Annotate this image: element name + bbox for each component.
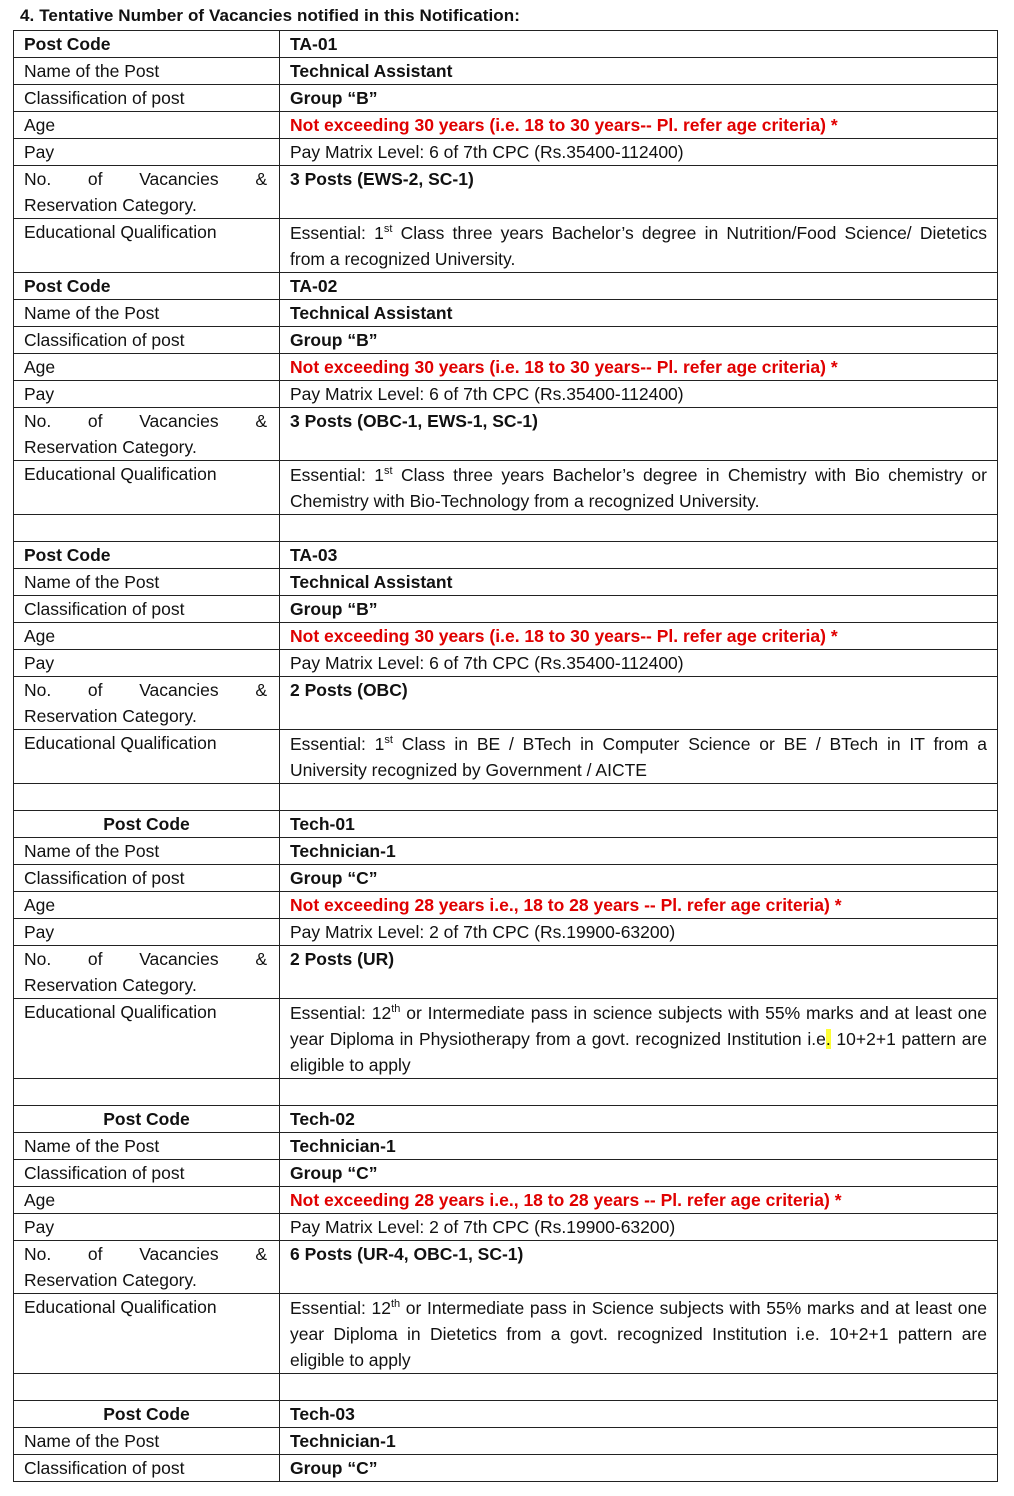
post-name-value: Technician-1 (280, 1428, 998, 1455)
classification-label: Classification of post (14, 1455, 280, 1482)
post-name-row (14, 1133, 998, 1160)
spacer-cell (280, 784, 998, 811)
classification-value: Group “C” (280, 865, 998, 892)
vacancies-row (14, 1241, 998, 1294)
education-value (280, 219, 998, 273)
spacer-cell (14, 1374, 280, 1401)
classification-row (14, 865, 998, 892)
post-code-value: Tech-01 (280, 811, 998, 838)
ordinal-suffix: th (391, 1003, 401, 1016)
pay-value: Pay Matrix Level: 6 of 7th CPC (Rs.35400-112400) (280, 381, 998, 408)
age-value: Not exceeding 28 years i.e., 18 to 28 years -- Pl. refer age criteria) * (280, 892, 998, 919)
post-code-row (14, 1401, 998, 1428)
pay-value: Pay Matrix Level: 2 of 7th CPC (Rs.19900-63200) (280, 919, 998, 946)
post-name-label: Name of the Post (14, 838, 280, 865)
education-text-part: 10+2+1 pattern are eligible to apply (290, 1029, 988, 1075)
vacancies-value: 6 Posts (UR-4, OBC-1, SC-1) (280, 1241, 998, 1294)
post-code-row (14, 31, 998, 58)
classification-value: Group “B” (280, 327, 998, 354)
age-row (14, 112, 998, 139)
age-label: Age (14, 623, 280, 650)
vacancies-table (13, 30, 998, 1482)
vacancies-row (14, 677, 998, 730)
vacancies-label (14, 1241, 280, 1294)
education-value (280, 999, 998, 1079)
age-label: Age (14, 1187, 280, 1214)
vacancies-label-word: Vacancies (139, 680, 219, 700)
post-code-row (14, 811, 998, 838)
post-code-value: TA-03 (280, 542, 998, 569)
post-name-value: Technician-1 (280, 1133, 998, 1160)
education-text-part: Essential: 1 (290, 223, 384, 243)
vacancies-label-word: Vacancies (139, 1244, 219, 1264)
post-name-row (14, 1428, 998, 1455)
pay-row (14, 1214, 998, 1241)
education-value (280, 1294, 998, 1374)
spacer-row (14, 784, 998, 811)
vacancies-label-line1 (24, 408, 269, 434)
vacancies-value: 2 Posts (OBC) (280, 677, 998, 730)
post-code-value: TA-02 (280, 273, 998, 300)
spacer-cell (280, 1079, 998, 1106)
post-name-row (14, 300, 998, 327)
post-name-label: Name of the Post (14, 58, 280, 85)
classification-value: Group “B” (280, 85, 998, 112)
spacer-row (14, 1079, 998, 1106)
education-text-part: Class three years Bachelor’s degree in Chemistry with Bio chemistry or Chemistry with Bio-Technology from a recognized University. (290, 465, 987, 511)
education-text (290, 730, 987, 783)
post-code-value: TA-01 (280, 31, 998, 58)
education-row (14, 999, 998, 1079)
pay-row (14, 919, 998, 946)
vacancies-row (14, 166, 998, 219)
education-text-part: Class in BE / BTech in Computer Science or BE / BTech in IT from a University recognized by Government / AICTE (290, 734, 987, 780)
highlight-mark: . (825, 1029, 831, 1049)
education-row (14, 461, 998, 515)
age-row (14, 623, 998, 650)
vacancies-label-word: & (255, 1244, 267, 1264)
vacancies-label-word: of (87, 411, 103, 431)
vacancies-label-word: of (87, 949, 103, 969)
education-row (14, 1294, 998, 1374)
vacancies-value: 3 Posts (OBC-1, EWS-1, SC-1) (280, 408, 998, 461)
vacancies-table-container (13, 30, 997, 1482)
post-name-value: Technical Assistant (280, 58, 998, 85)
post-name-value: Technical Assistant (280, 300, 998, 327)
pay-label: Pay (14, 1214, 280, 1241)
classification-value: Group “C” (280, 1160, 998, 1187)
pay-label: Pay (14, 381, 280, 408)
spacer-row (14, 515, 998, 542)
vacancies-label (14, 408, 280, 461)
post-code-label: Post Code (14, 273, 280, 300)
post-name-value: Technician-1 (280, 838, 998, 865)
age-row (14, 1187, 998, 1214)
ordinal-suffix: st (383, 223, 393, 236)
pay-row (14, 381, 998, 408)
vacancies-value: 3 Posts (EWS-2, SC-1) (280, 166, 998, 219)
education-value (280, 461, 998, 515)
vacancies-row (14, 946, 998, 999)
spacer-row (14, 1374, 998, 1401)
post-name-label: Name of the Post (14, 1133, 280, 1160)
education-label: Educational Qualification (14, 219, 280, 273)
education-value (280, 730, 998, 784)
age-value: Not exceeding 28 years i.e., 18 to 28 years -- Pl. refer age criteria) * (280, 1187, 998, 1214)
vacancies-label-word: Vacancies (139, 949, 219, 969)
post-code-row (14, 1106, 998, 1133)
pay-label: Pay (14, 919, 280, 946)
education-label: Educational Qualification (14, 461, 280, 515)
post-code-label: Post Code (14, 1106, 280, 1133)
education-text-part: Class three years Bachelor’s degree in Nutrition/Food Science/ Dietetics from a recognized University. (290, 223, 987, 269)
education-text-part: Essential: 12 (290, 1298, 391, 1318)
classification-row (14, 596, 998, 623)
vacancies-label-word: No. (24, 949, 52, 969)
vacancies-label-word: & (255, 169, 267, 189)
vacancies-label-word: No. (24, 411, 52, 431)
ordinal-suffix: th (390, 1298, 401, 1311)
age-row (14, 892, 998, 919)
spacer-cell (280, 515, 998, 542)
post-name-row (14, 569, 998, 596)
pay-row (14, 650, 998, 677)
spacer-cell (280, 1374, 998, 1401)
classification-value: Group “C” (280, 1455, 998, 1482)
vacancies-label-word: of (87, 1244, 103, 1264)
vacancies-label (14, 677, 280, 730)
post-code-label: Post Code (14, 31, 280, 58)
education-text-part: or Intermediate pass in Science subjects with 55% marks and at least one year Diploma in Dietetics from a govt. recognized Institution i.e. 10+2+1 pattern are eligible to apply (290, 1298, 987, 1370)
vacancies-label-line2: Reservation Category. (24, 437, 197, 457)
classification-row (14, 1455, 998, 1482)
education-label: Educational Qualification (14, 730, 280, 784)
vacancies-table-body (14, 31, 998, 1482)
age-label: Age (14, 892, 280, 919)
vacancies-label-line1 (24, 166, 269, 192)
vacancies-value: 2 Posts (UR) (280, 946, 998, 999)
vacancies-label-word: & (255, 680, 267, 700)
vacancies-label-line2: Reservation Category. (24, 975, 197, 995)
classification-value: Group “B” (280, 596, 998, 623)
education-text (290, 219, 987, 272)
vacancies-label-line1 (24, 946, 269, 972)
post-name-label: Name of the Post (14, 569, 280, 596)
vacancies-label-line2: Reservation Category. (24, 1270, 197, 1290)
post-name-row (14, 58, 998, 85)
vacancies-label-line1 (24, 1241, 269, 1267)
vacancies-label-word: of (87, 169, 103, 189)
pay-label: Pay (14, 139, 280, 166)
post-code-value: Tech-02 (280, 1106, 998, 1133)
classification-label: Classification of post (14, 1160, 280, 1187)
post-code-row (14, 273, 998, 300)
post-name-label: Name of the Post (14, 300, 280, 327)
education-text (290, 461, 987, 514)
vacancies-label-word: No. (24, 680, 52, 700)
classification-label: Classification of post (14, 327, 280, 354)
pay-value: Pay Matrix Level: 6 of 7th CPC (Rs.35400-112400) (280, 139, 998, 166)
age-value: Not exceeding 30 years (i.e. 18 to 30 years-- Pl. refer age criteria) * (280, 623, 998, 650)
spacer-cell (14, 1079, 280, 1106)
vacancies-label-word: & (255, 949, 267, 969)
classification-label: Classification of post (14, 596, 280, 623)
education-text-part: or Intermediate pass in science subjects with 55% marks and at least one year Diploma in Physiotherapy from a govt. recognized Institution i.e (290, 1003, 988, 1049)
post-code-label: Post Code (14, 1401, 280, 1428)
classification-label: Classification of post (14, 85, 280, 112)
education-label: Educational Qualification (14, 999, 280, 1079)
vacancies-label-word: & (255, 411, 267, 431)
section-heading: 4. Tentative Number of Vacancies notified in this Notification: (20, 6, 521, 25)
vacancies-label (14, 946, 280, 999)
age-label: Age (14, 112, 280, 139)
post-name-row (14, 838, 998, 865)
vacancies-row (14, 408, 998, 461)
post-name-label: Name of the Post (14, 1428, 280, 1455)
vacancies-label-word: of (87, 680, 103, 700)
education-label: Educational Qualification (14, 1294, 280, 1374)
pay-value: Pay Matrix Level: 6 of 7th CPC (Rs.35400-112400) (280, 650, 998, 677)
age-row (14, 354, 998, 381)
education-text-part: Essential: 1 (290, 465, 384, 485)
vacancies-label-line2: Reservation Category. (24, 706, 197, 726)
vacancies-label-line2: Reservation Category. (24, 195, 197, 215)
post-code-label: Post Code (14, 542, 280, 569)
vacancies-label-word: Vacancies (139, 411, 219, 431)
education-text-part: Essential: 12 (290, 1003, 392, 1023)
vacancies-label-line1 (24, 677, 269, 703)
post-code-row (14, 542, 998, 569)
pay-label: Pay (14, 650, 280, 677)
post-code-value: Tech-03 (280, 1401, 998, 1428)
age-value: Not exceeding 30 years (i.e. 18 to 30 years-- Pl. refer age criteria) * (280, 112, 998, 139)
classification-row (14, 85, 998, 112)
vacancies-label (14, 166, 280, 219)
vacancies-label-word: No. (24, 169, 52, 189)
classification-row (14, 1160, 998, 1187)
pay-value: Pay Matrix Level: 2 of 7th CPC (Rs.19900-63200) (280, 1214, 998, 1241)
classification-label: Classification of post (14, 865, 280, 892)
education-row (14, 730, 998, 784)
spacer-cell (14, 784, 280, 811)
age-value: Not exceeding 30 years (i.e. 18 to 30 years-- Pl. refer age criteria) * (280, 354, 998, 381)
post-name-value: Technical Assistant (280, 569, 998, 596)
ordinal-suffix: st (384, 465, 393, 478)
classification-row (14, 327, 998, 354)
education-row (14, 219, 998, 273)
ordinal-suffix: st (384, 734, 393, 747)
post-code-label: Post Code (14, 811, 280, 838)
education-text (290, 1294, 987, 1373)
vacancies-label-word: No. (24, 1244, 52, 1264)
age-label: Age (14, 354, 280, 381)
education-text (290, 999, 987, 1078)
pay-row (14, 139, 998, 166)
education-text-part: Essential: 1 (290, 734, 385, 754)
spacer-cell (14, 515, 280, 542)
vacancies-label-word: Vacancies (139, 169, 219, 189)
